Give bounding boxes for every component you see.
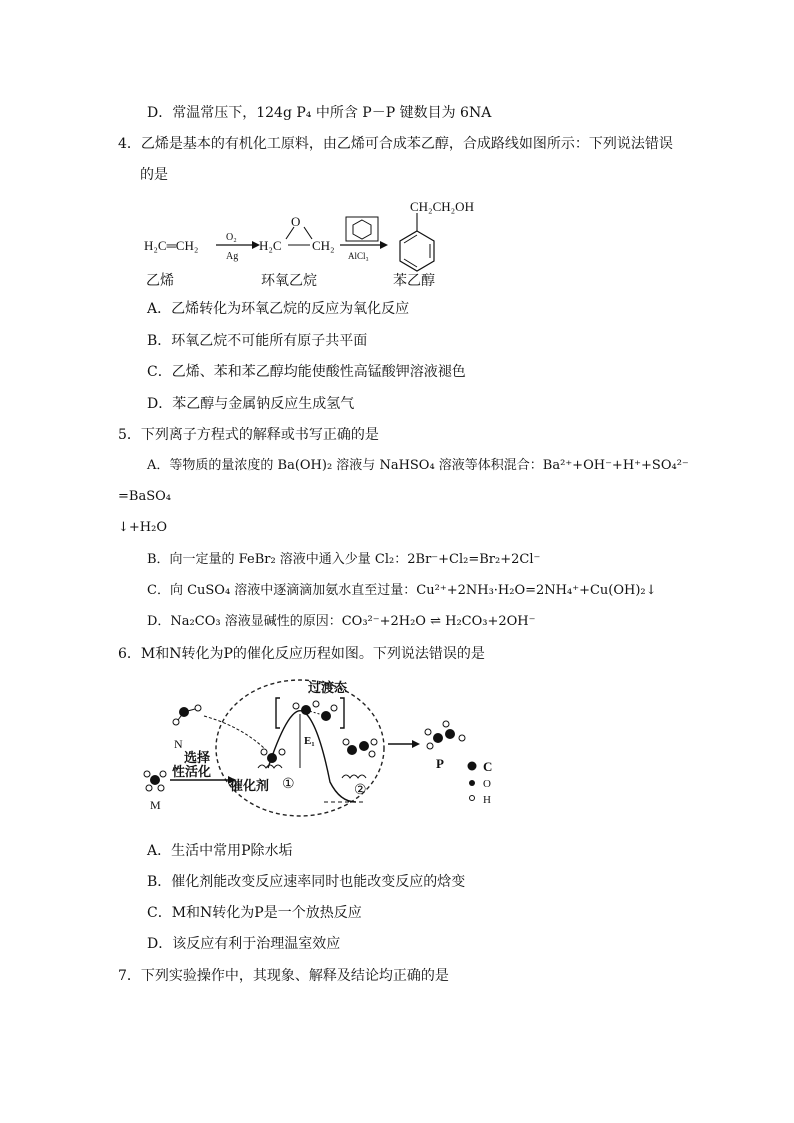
benzene-reagent-ring [353,220,371,239]
n-dashed-path [204,716,264,748]
ts-bracket-right [340,698,344,728]
q4-stem-line1: 4．乙烯是基本的有机化工原料，由乙烯可合成苯乙醇，合成路线如图所示：下列说法错误 [118,136,673,152]
q6-option-a: A．生活中常用P除水垢 [147,843,293,859]
name-ethylene: 乙烯 [146,274,174,289]
molecule-p [425,721,465,749]
q5-option-a-line2: =BaSO₄ [118,489,171,504]
legend-o: O [483,778,491,790]
epoxide-bond-left [286,227,294,239]
transition-state-label: 过渡态 [308,680,348,695]
q6-reaction-mechanism-figure [140,672,510,822]
benzene-double-bond-3 [404,259,417,267]
q5-stem: 5．下列离子方程式的解释或书写正确的是 [118,427,379,443]
benzene-reagent-box [346,217,378,241]
q6-option-d: D．该反应有利于治理温室效应 [147,936,341,952]
q3-option-d: D．常温常压下，124g P₄ 中所含 P－P 键数目为 6NA [147,105,492,121]
ethylene-formula: H₂C═CH₂ [144,238,199,253]
ts-bracket-left [276,698,280,728]
selective-line1: 选择 [184,750,211,765]
q4-option-c: C．乙烯、苯和苯乙醇均能使酸性高锰酸钾溶液褪色 [147,364,466,380]
name-product: 苯乙醇 [393,274,435,289]
reagent-o2: O₂ [226,232,237,243]
molecule-n [173,705,201,725]
legend-o-dot [469,780,475,786]
energy-symbol: E₁ [304,735,315,747]
label-m: M [150,798,161,812]
reaction-arrow-2-head [380,241,388,249]
step-2: ② [354,783,367,798]
label-n: N [174,737,183,751]
benzene-double-bond-1 [404,235,417,243]
epoxide-left: H₂C [259,238,282,253]
step-1: ① [282,777,295,792]
q4-option-b: B．环氧乙烷不可能所有原子共平面 [147,333,368,349]
reagent-ag: Ag [226,251,239,262]
q4-option-a: A．乙烯转化为环氧乙烷的反应为氧化反应 [147,301,410,317]
q6-option-c: C．M和N转化为P是一个放热反应 [147,905,362,921]
intermediate-2 [342,739,377,778]
name-epoxide: 环氧乙烷 [261,274,317,289]
legend-h-dot [470,796,475,801]
epoxide-right: CH₂ [312,238,335,253]
substituent-ch2ch2oh: CH₂CH₂OH [410,199,474,214]
q4-option-d: D．苯乙醇与金属钠反应生成氢气 [147,396,355,412]
selective-line2: 性活化 [172,764,212,779]
q6-stem: 6．M和N转化为P的催化反应历程如图。下列说法错误的是 [118,646,485,662]
q4-stem-line2: 的是 [140,167,168,183]
q7-stem: 7．下列实验操作中，其现象、解释及结论均正确的是 [118,968,449,984]
label-p: P [436,756,444,771]
legend-h: H [483,794,491,806]
q5-option-d: D．Na₂CO₃ 溶液显碱性的原因：CO₃²⁻+2H₂O ⇌ H₂CO₃+2OH⁻ [147,614,536,629]
legend-c: C [483,759,493,774]
epoxide-bond-right [304,227,312,239]
q5-option-a-line1: A．等物质的量浓度的 Ba(OH)₂ 溶液与 NaHSO₄ 溶液等体积混合：Ba²⁺+OH⁻+H⁺+SO₄²⁻ [147,458,689,473]
molecule-m [144,771,166,791]
legend-c-dot [468,762,477,771]
epoxide-oxygen: O [291,214,301,229]
reagent-alcl3: AlCl₃ [348,251,369,261]
q5-option-b: B．向一定量的 FeBr₂ 溶液中通入少量 Cl₂：2Br⁻+Cl₂=Br₂+2Cl⁻ [147,552,541,567]
benzene-ring-product [400,231,434,271]
q5-option-a-line3: ↓+H₂O [118,520,167,535]
q5-option-c: C．向 CuSO₄ 溶液中逐滴滴加氨水直至过量：Cu²⁺+2NH₃·H₂O=2NH₄⁺+Cu(OH)₂↓ [147,583,657,598]
product-arrow-head [412,740,420,748]
q6-option-b: B．催化剂能改变反应速率同时也能改变反应的焓变 [147,874,466,890]
catalyst-label: 催化剂 [230,778,270,793]
q4-synthesis-scheme [140,195,500,295]
